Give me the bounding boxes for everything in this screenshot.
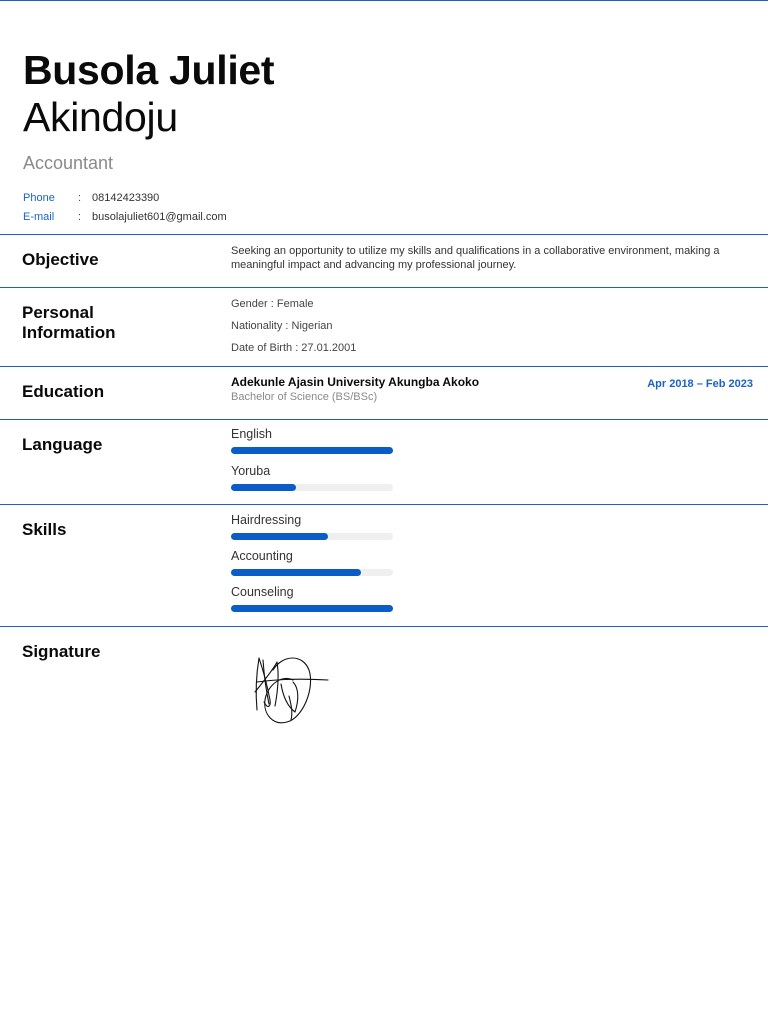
language-item [231,464,751,491]
skill-name: Hairdressing [231,513,302,527]
section-signature [0,626,768,736]
personal-info-body [231,297,751,363]
objective-body [231,244,751,272]
skill-name: Accounting [231,549,293,563]
level-bar-fill [231,605,393,612]
section-language [0,419,768,505]
section-heading: Objective [22,250,99,269]
skill-name: Counseling [231,585,294,599]
heading-line: Personal [22,303,94,322]
skill-item [231,513,751,549]
skills-body [231,513,751,612]
contact-label: Phone [23,191,55,204]
first-name: Busola Juliet [23,47,275,93]
education-entry [231,375,753,404]
last-name: Akindoju [23,94,178,140]
level-bar [231,569,393,576]
section-education [0,366,768,420]
language-name: Yoruba [231,464,271,478]
education-body [231,375,753,404]
level-bar-fill [231,484,296,491]
level-bar [231,605,393,612]
section-heading: Signature [22,642,101,661]
section-personal-info [0,287,768,367]
contact-phone [23,188,227,207]
section-heading: Education [22,382,105,401]
gender-line: Gender : Female [231,298,314,310]
level-bar-fill [231,533,328,540]
language-name: English [231,427,272,441]
heading-line: Information [22,323,116,342]
degree-name: Bachelor of Science (BS/BSc) [231,391,378,403]
skill-item [231,585,751,612]
contact-label: E-mail [23,210,55,223]
dob-line: Date of Birth : 27.01.2001 [231,342,357,354]
language-item [231,427,751,464]
contact-separator: : [78,210,82,223]
section-objective [0,234,768,288]
section-heading: Skills [22,520,67,539]
objective-text: Seeking an opportunity to utilize my skills and qualifications in a collaborative environment, making a meaningful impact and advancing my professional journey. [231,245,720,271]
level-bar [231,484,393,491]
skill-item [231,549,751,585]
resume-header [23,46,743,174]
signature-image [233,640,329,728]
school-name: Adekunle Ajasin University Akungba Akoko [231,375,480,389]
contact-email [23,207,227,226]
nationality-line: Nationality : Nigerian [231,320,333,332]
section-heading: Language [22,435,103,454]
language-body [231,427,751,491]
section-skills [0,504,768,627]
top-divider [0,0,768,1]
contact-separator: : [78,191,82,204]
education-dates: Apr 2018 – Feb 2023 [647,378,753,390]
level-bar [231,447,393,454]
email-value: busolajuliet601@gmail.com [92,210,227,223]
level-bar-fill [231,569,361,576]
contact-list [23,188,227,226]
job-title: Accountant [23,153,114,173]
level-bar-fill [231,447,393,454]
level-bar [231,533,393,540]
phone-value: 08142423390 [92,191,160,204]
section-heading [22,303,116,343]
